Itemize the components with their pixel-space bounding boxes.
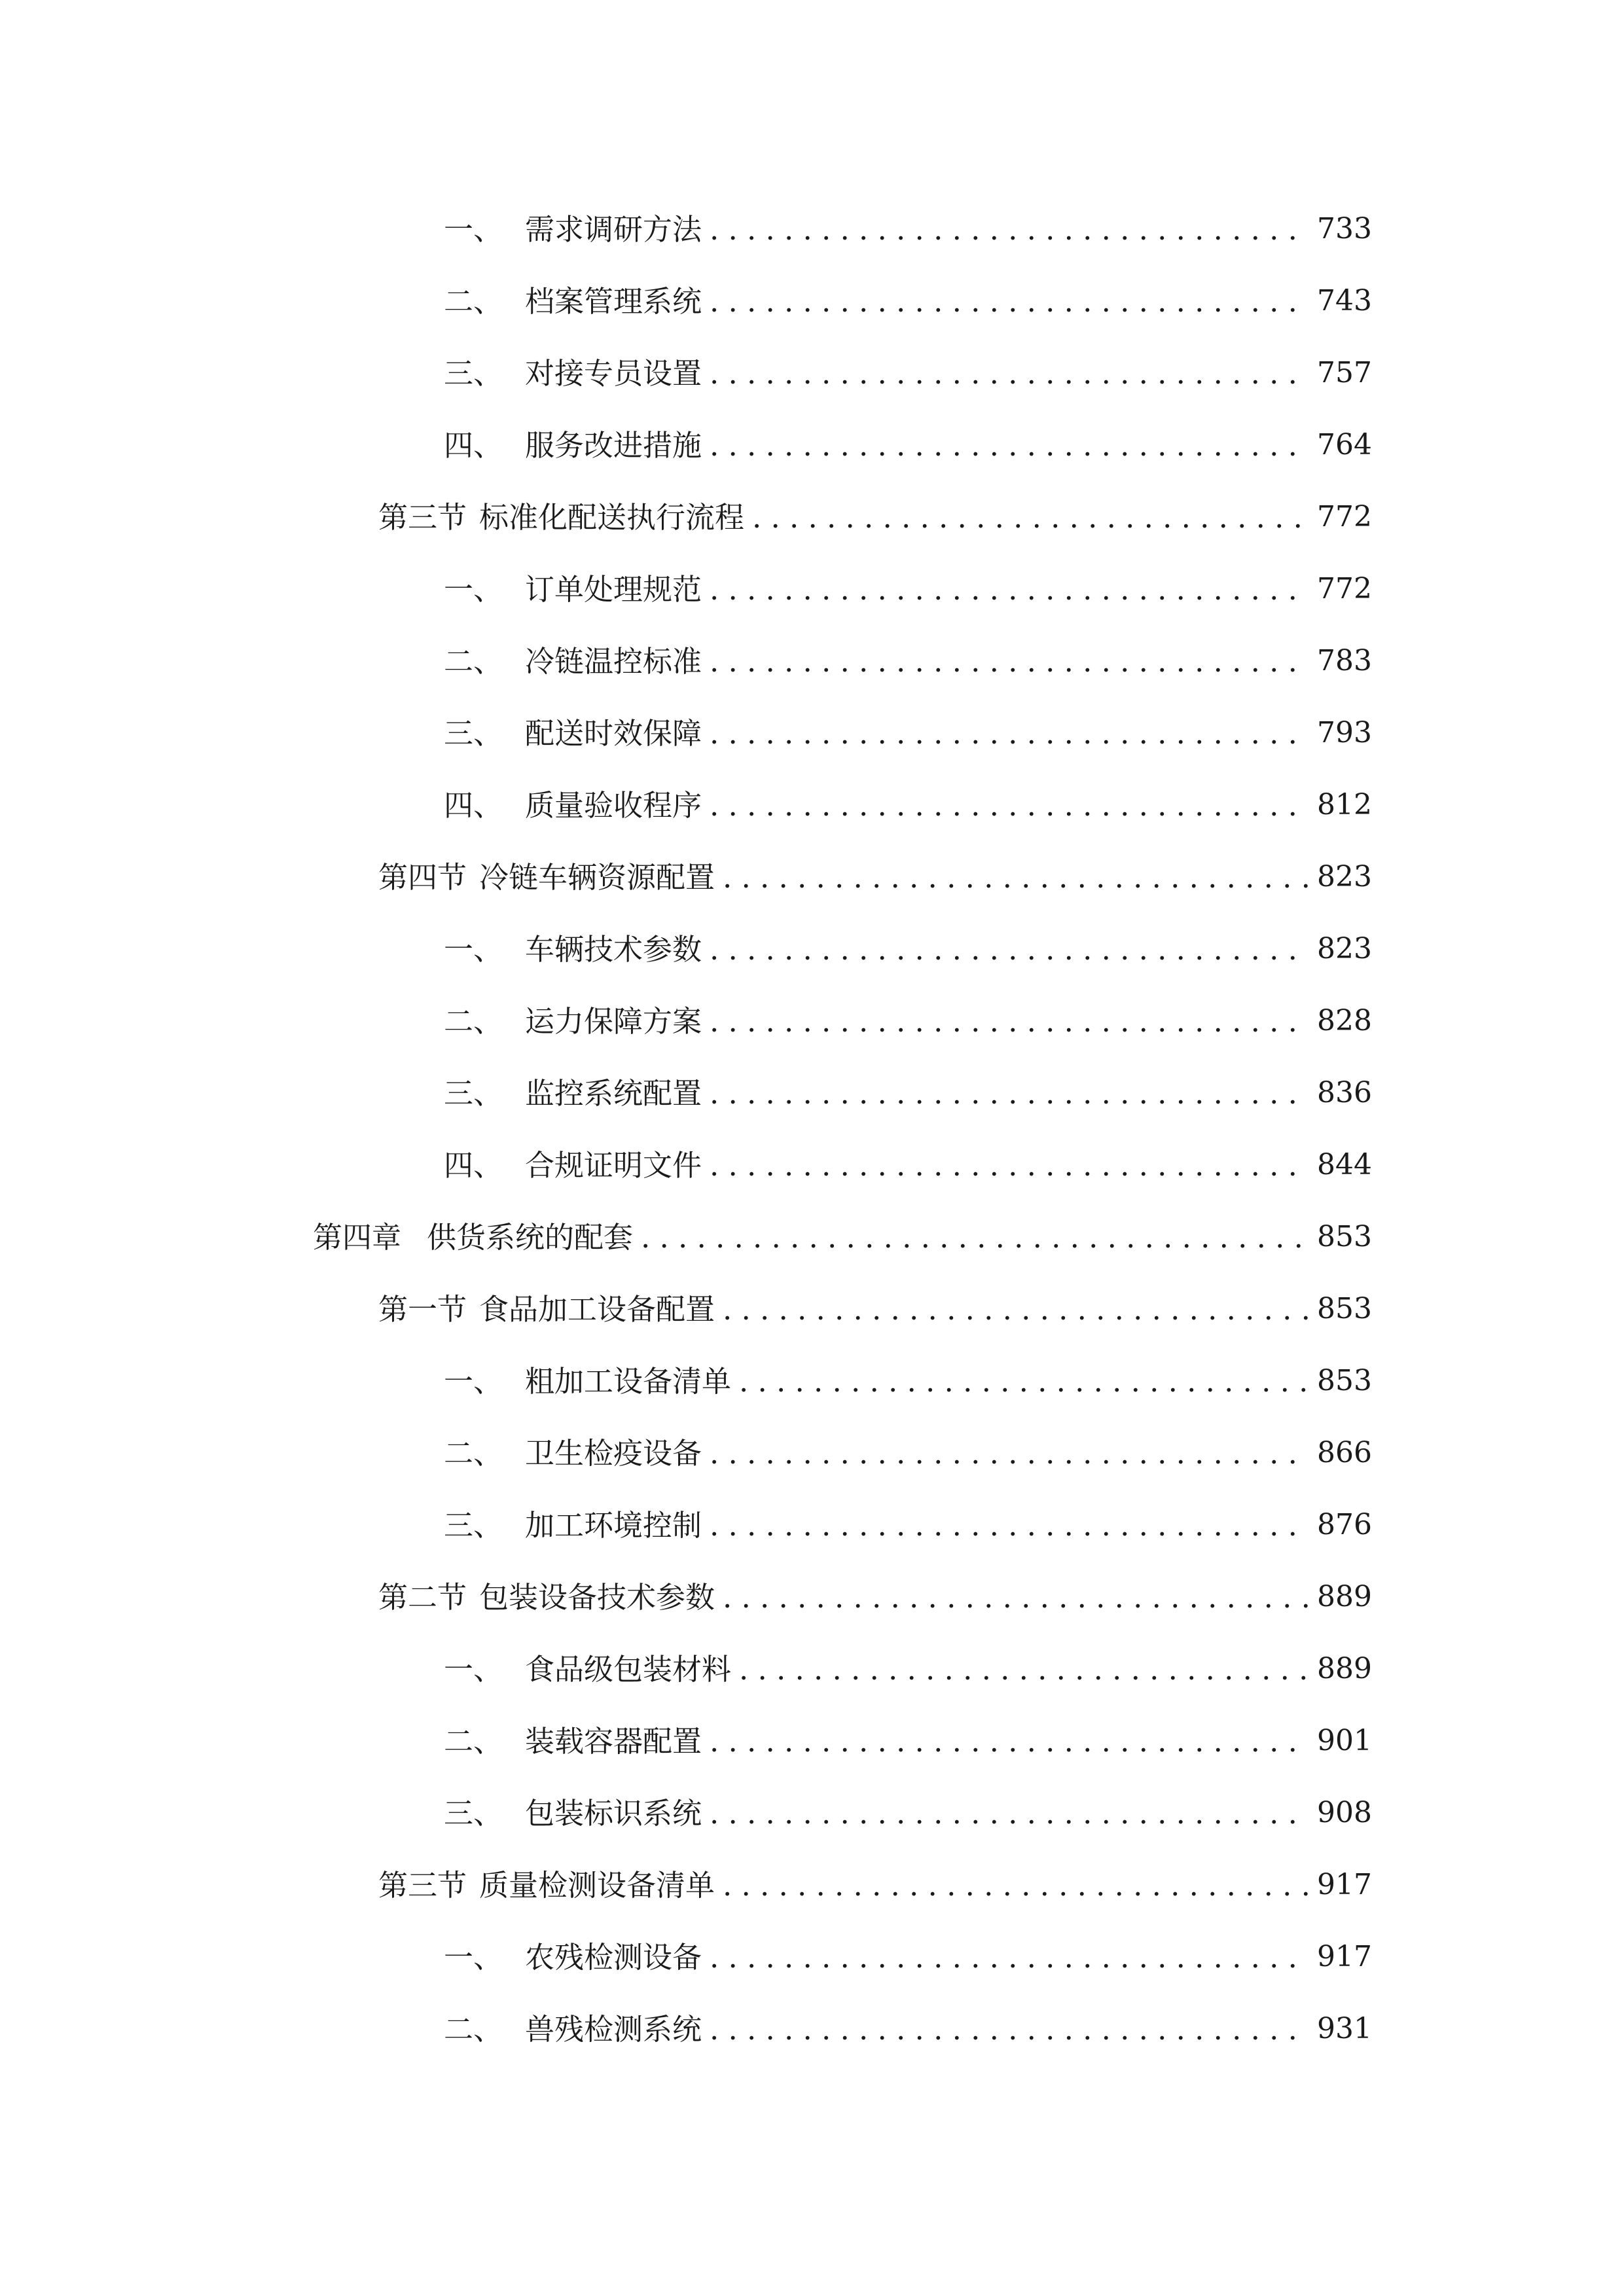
- toc-entry[interactable]: [444, 347, 1372, 399]
- toc-entry-title: 质量检测设备清单: [479, 1867, 715, 1903]
- toc-entry-title: 监控系统配置: [525, 1075, 702, 1111]
- toc-entry-title: 食品加工设备配置: [479, 1291, 715, 1327]
- toc-dot-leader: [723, 863, 1308, 892]
- toc-entry-title: 兽残检测系统: [525, 2011, 702, 2047]
- toc-dot-leader: [710, 791, 1308, 820]
- toc-entry-title: 需求调研方法: [525, 211, 702, 247]
- toc-entry-number: 一、: [444, 1651, 503, 1687]
- toc-page-number: 823: [1317, 860, 1372, 893]
- toc-dot-leader: [723, 1871, 1308, 1900]
- toc-dot-leader: [710, 1943, 1308, 1972]
- toc-entry-number: 第三节: [378, 1867, 467, 1903]
- toc-dot-leader: [710, 647, 1308, 676]
- toc-page-number: 733: [1317, 212, 1372, 245]
- toc-dot-leader: [710, 1511, 1308, 1540]
- toc-entry-title: 冷链车辆资源配置: [479, 859, 715, 895]
- toc-entry[interactable]: [444, 779, 1372, 831]
- toc-page-number: 823: [1317, 932, 1372, 965]
- toc-dot-leader: [710, 1151, 1308, 1180]
- toc-dot-leader: [710, 1727, 1308, 1756]
- toc-entry[interactable]: [444, 707, 1372, 759]
- toc-entry-title: 质量验收程序: [525, 787, 702, 823]
- toc-entry[interactable]: [444, 419, 1372, 471]
- toc-page-number: 783: [1317, 644, 1372, 677]
- toc-entry[interactable]: [378, 1859, 1372, 1911]
- toc-entry-title: 冷链温控标准: [525, 643, 702, 679]
- toc-dot-leader: [710, 1799, 1308, 1828]
- toc-entry[interactable]: [444, 563, 1372, 615]
- toc-entry[interactable]: [444, 1067, 1372, 1119]
- toc-entry-number: 四、: [444, 787, 503, 823]
- toc-dot-leader: [710, 1007, 1308, 1036]
- toc-entry[interactable]: [444, 635, 1372, 687]
- toc-entry[interactable]: [444, 203, 1372, 255]
- toc-entry-number: 三、: [444, 1507, 503, 1543]
- toc-entry-number: 第二节: [378, 1579, 467, 1615]
- toc-page-number: 889: [1317, 1652, 1372, 1685]
- toc-entry-title: 档案管理系统: [525, 283, 702, 319]
- toc-entry-title: 加工环境控制: [525, 1507, 702, 1543]
- toc-page-number: 901: [1317, 1724, 1372, 1757]
- toc-dot-leader: [710, 1439, 1308, 1468]
- toc-entry-number: 二、: [444, 1723, 503, 1759]
- toc-entry[interactable]: [444, 1139, 1372, 1191]
- toc-entry[interactable]: [378, 491, 1372, 543]
- toc-entry[interactable]: [444, 1355, 1372, 1407]
- toc-dot-leader: [710, 1079, 1308, 1108]
- toc-entry-number: 二、: [444, 1435, 503, 1471]
- toc-entry-number: 二、: [444, 283, 503, 319]
- toc-dot-leader: [710, 287, 1308, 316]
- toc-page-number: 908: [1317, 1796, 1372, 1829]
- toc-dot-leader: [710, 935, 1308, 964]
- toc-page-number: 917: [1317, 1940, 1372, 1973]
- toc-page-number: 743: [1317, 284, 1372, 317]
- toc-entry[interactable]: [444, 1499, 1372, 1551]
- toc-page-number: 853: [1317, 1292, 1372, 1325]
- toc-entry-number: 二、: [444, 643, 503, 679]
- toc-page-number: 844: [1317, 1148, 1372, 1181]
- toc-entry-title: 包装设备技术参数: [479, 1579, 715, 1615]
- toc-dot-leader: [710, 2015, 1308, 2044]
- toc-entry-number: 四、: [444, 1147, 503, 1183]
- toc-page-number: 853: [1317, 1364, 1372, 1397]
- toc-entry[interactable]: [444, 1643, 1372, 1695]
- toc-page-number: 828: [1317, 1004, 1372, 1037]
- toc-dot-leader: [723, 1583, 1308, 1612]
- toc-entry-title: 合规证明文件: [525, 1147, 702, 1183]
- toc-entry-number: 一、: [444, 931, 503, 967]
- toc-entry-number: 三、: [444, 1795, 503, 1831]
- toc-entry-title: 装载容器配置: [525, 1723, 702, 1759]
- toc-page-number: 772: [1317, 500, 1372, 533]
- toc-entry[interactable]: [444, 1931, 1372, 1983]
- toc-page-number: 793: [1317, 716, 1372, 749]
- toc-entry-title: 农残检测设备: [525, 1939, 702, 1975]
- toc-entry-title: 运力保障方案: [525, 1003, 702, 1039]
- toc-entry-title: 订单处理规范: [525, 571, 702, 607]
- toc-entry-number: 三、: [444, 715, 503, 751]
- toc-dot-leader: [641, 1223, 1308, 1252]
- toc-entry-number: 三、: [444, 1075, 503, 1111]
- toc-page-number: 917: [1317, 1868, 1372, 1901]
- toc-page-number: 757: [1317, 356, 1372, 389]
- toc-entry-number: 一、: [444, 211, 503, 247]
- toc-dot-leader: [752, 503, 1308, 532]
- toc-entry-number: 一、: [444, 1939, 503, 1975]
- toc-entry[interactable]: [378, 1571, 1372, 1623]
- toc-entry[interactable]: [444, 275, 1372, 327]
- toc-dot-leader: [710, 359, 1308, 388]
- toc-page-number: 812: [1317, 788, 1372, 821]
- toc-entry-title: 标准化配送执行流程: [479, 499, 745, 535]
- toc-entry[interactable]: [378, 851, 1372, 903]
- toc-page-number: 764: [1317, 428, 1372, 461]
- toc-entry-number: 二、: [444, 1003, 503, 1039]
- toc-entry-title: 粗加工设备清单: [525, 1363, 732, 1399]
- toc-entry[interactable]: [444, 995, 1372, 1047]
- toc-dot-leader: [710, 719, 1308, 748]
- toc-entry-title: 食品级包装材料: [525, 1651, 732, 1687]
- toc-entry-number: 第一节: [378, 1291, 467, 1327]
- toc-dot-leader: [710, 575, 1308, 604]
- toc-page-number: 931: [1317, 2012, 1372, 2045]
- toc-entry-number: 三、: [444, 355, 503, 391]
- toc-entry-number: 四、: [444, 427, 503, 463]
- toc-entry-number: 第四章: [313, 1219, 402, 1255]
- toc-entry[interactable]: [313, 1211, 1372, 1263]
- toc-dot-leader: [710, 215, 1308, 244]
- toc-page-number: 853: [1317, 1220, 1372, 1253]
- toc-entry-title: 车辆技术参数: [525, 931, 702, 967]
- toc-entry-title: 包装标识系统: [525, 1795, 702, 1831]
- toc-entry-title: 服务改进措施: [525, 427, 702, 463]
- toc-entry[interactable]: [444, 1427, 1372, 1479]
- toc-entry[interactable]: [444, 1787, 1372, 1839]
- toc-entry[interactable]: [444, 2003, 1372, 2055]
- toc-dot-leader: [739, 1367, 1308, 1396]
- toc-entry-number: 第三节: [378, 499, 467, 535]
- toc-entry-title: 对接专员设置: [525, 355, 702, 391]
- toc-dot-leader: [739, 1655, 1308, 1684]
- toc-entry-title: 供货系统的配套: [427, 1219, 634, 1255]
- toc-dot-leader: [723, 1295, 1308, 1324]
- toc-page-number: 866: [1317, 1436, 1372, 1469]
- toc-page-number: 772: [1317, 572, 1372, 605]
- toc-entry-number: 一、: [444, 571, 503, 607]
- toc-entry[interactable]: [444, 1715, 1372, 1767]
- toc-entry-title: 配送时效保障: [525, 715, 702, 751]
- toc-entry-title: 卫生检疫设备: [525, 1435, 702, 1471]
- toc-entry[interactable]: [378, 1283, 1372, 1335]
- toc-entry-number: 一、: [444, 1363, 503, 1399]
- toc-entry-number: 第四节: [378, 859, 467, 895]
- toc-entry[interactable]: [444, 923, 1372, 975]
- toc-dot-leader: [710, 431, 1308, 460]
- toc-page-number: 889: [1317, 1580, 1372, 1613]
- toc-page-number: 876: [1317, 1508, 1372, 1541]
- toc-page-number: 836: [1317, 1076, 1372, 1109]
- toc-entry-number: 二、: [444, 2011, 503, 2047]
